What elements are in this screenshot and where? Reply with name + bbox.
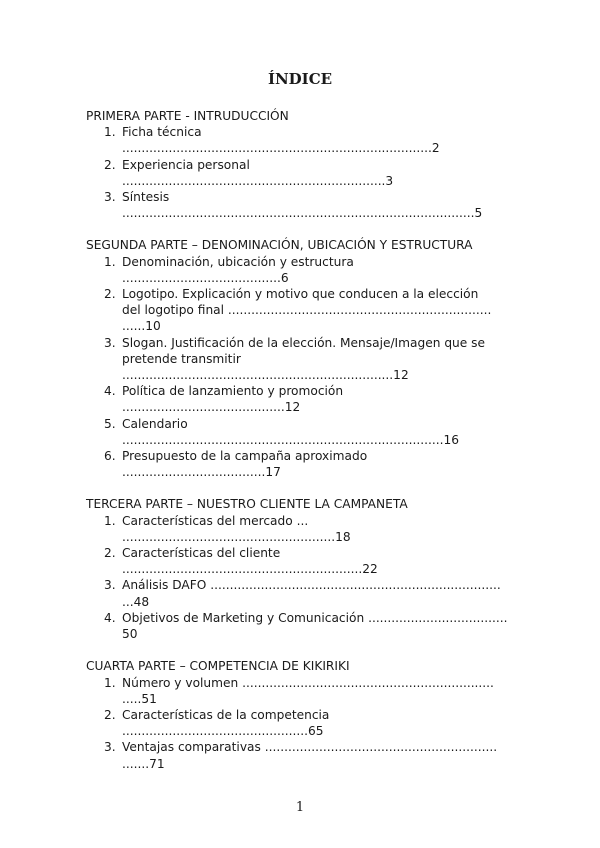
entry-text: Características del cliente (122, 546, 281, 561)
page-number: 1 (295, 800, 305, 815)
entry-text: Slogan. Justificación de la elección. Mensaje/Imagen que se (122, 335, 486, 350)
entry-text-cont: del logotipo final .................................................................... (122, 303, 492, 318)
entry-leader: ..........................................12 (122, 400, 301, 415)
entry-leader: ................................................................................2 (122, 141, 440, 156)
entry-text: Número y volumen ................................................................. (122, 675, 494, 690)
toc-entry (86, 577, 516, 609)
page-title: ÍNDICE (267, 70, 333, 88)
toc-entry (86, 513, 516, 545)
entry-text: Presupuesto de la campaña aproximado (122, 449, 368, 464)
entry-text: Experiencia personal (122, 157, 250, 172)
entry-text: Análisis DAFO ........................................................................... (122, 578, 501, 593)
entry-number: 3. (104, 190, 116, 205)
entry-number: 3. (104, 578, 116, 593)
entry-leader: ......10 (122, 319, 161, 334)
entry-leader: ..............................................................22 (122, 562, 378, 577)
toc-entry (86, 739, 516, 771)
toc-entry (86, 416, 516, 448)
entry-number: 1. (104, 125, 116, 140)
entry-leader: .........................................6 (122, 270, 289, 285)
entry-leader: 50 (122, 627, 138, 642)
entry-text: Política de lanzamiento y promoción (122, 384, 344, 399)
entry-number: 2. (104, 546, 116, 561)
entry-text: Características del mercado ... (122, 513, 309, 528)
entry-number: 3. (104, 740, 116, 755)
entry-leader: ....................................................................3 (122, 173, 394, 188)
section-tercera (86, 496, 516, 642)
entry-leader: .....51 (122, 691, 157, 706)
toc-entry (86, 124, 516, 156)
section-title: SEGUNDA PARTE – DENOMINACIÓN, UBICACIÓN Y ESTRUCTURA (86, 238, 473, 253)
toc-entry (86, 448, 516, 480)
section-primera (86, 108, 516, 221)
toc-entry (86, 189, 516, 221)
toc-entry (86, 383, 516, 415)
entry-leader: .......................................................18 (122, 529, 351, 544)
toc-entry (86, 254, 516, 286)
entry-number: 4. (104, 610, 116, 625)
entry-text: Características de la competencia (122, 707, 330, 722)
entry-number: 1. (104, 513, 116, 528)
entry-text: Calendario (122, 416, 188, 431)
entry-number: 2. (104, 287, 116, 302)
section-segunda (86, 237, 516, 480)
section-cuarta (86, 658, 516, 771)
entry-leader: ................................................65 (122, 724, 324, 739)
entry-leader: ...........................................................................................5 (122, 206, 483, 221)
toc-entry (86, 335, 516, 384)
entry-leader: ...48 (122, 594, 150, 609)
entry-number: 1. (104, 254, 116, 269)
table-of-contents (86, 108, 516, 788)
entry-text: Logotipo. Explicación y motivo que conducen a la elección (122, 287, 479, 302)
toc-entry (86, 157, 516, 189)
toc-entry (86, 675, 516, 707)
entry-text: Síntesis (122, 190, 170, 205)
toc-entry (86, 610, 516, 642)
entry-leader: ......................................................................12 (122, 368, 409, 383)
entry-leader: .......71 (122, 756, 165, 771)
section-title: TERCERA PARTE – NUESTRO CLIENTE LA CAMPANETA (86, 497, 408, 512)
entry-number: 1. (104, 675, 116, 690)
entry-text: Denominación, ubicación y estructura (122, 254, 354, 269)
entry-number: 5. (104, 416, 116, 431)
section-title: PRIMERA PARTE - INTRUDUCCIÓN (86, 109, 289, 123)
entry-number: 6. (104, 449, 116, 464)
entry-number: 2. (104, 157, 116, 172)
toc-entry (86, 707, 516, 739)
entry-text: Objetivos de Marketing y Comunicación .................................... (122, 610, 508, 625)
toc-entry (86, 286, 516, 335)
entry-text: Ficha técnica (122, 125, 202, 140)
entry-text: Ventajas comparativas ............................................................ (122, 740, 498, 755)
entry-text-cont: pretende transmitir (122, 351, 241, 366)
entry-leader: ...................................................................................16 (122, 432, 460, 447)
entry-leader: .....................................17 (122, 465, 281, 480)
entry-number: 2. (104, 707, 116, 722)
entry-number: 4. (104, 384, 116, 399)
toc-entry (86, 545, 516, 577)
section-title: CUARTA PARTE – COMPETENCIA DE KIKIRIKI (86, 659, 350, 674)
entry-number: 3. (104, 335, 116, 350)
